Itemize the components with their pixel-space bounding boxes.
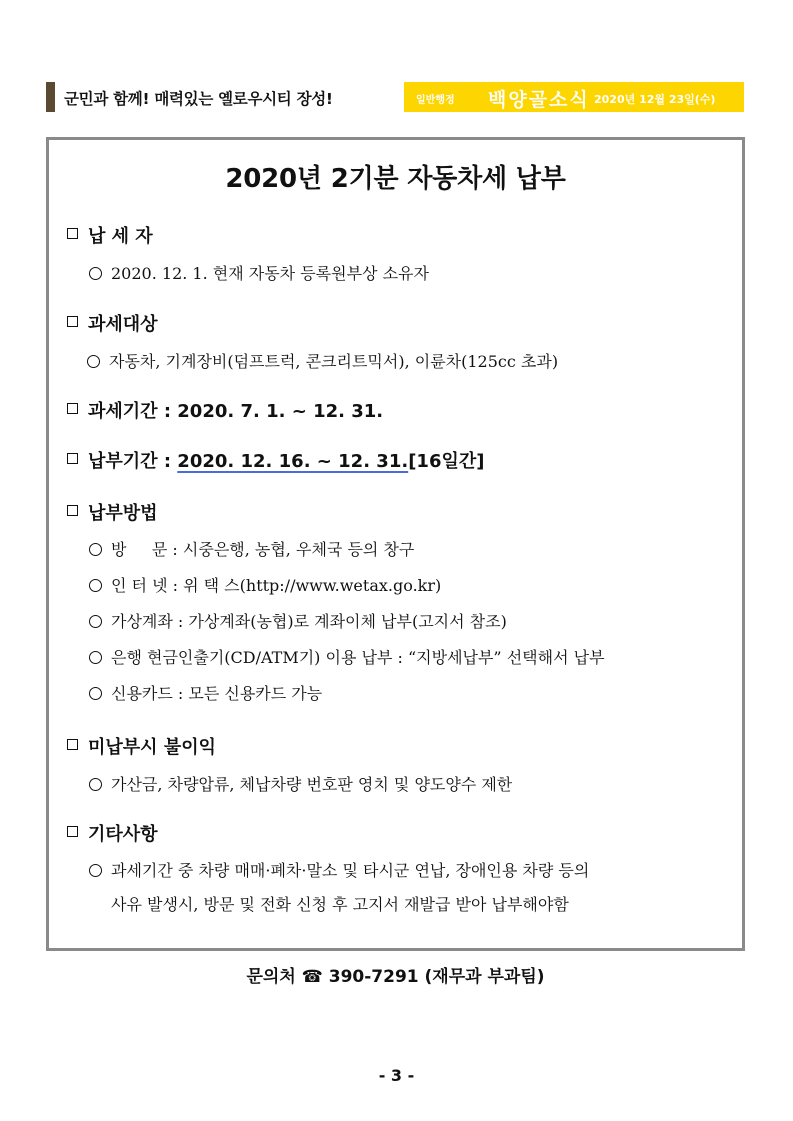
section-heading-payment-methods: 납부방법	[67, 499, 158, 525]
list-item: 과세기간 중 차량 매매·폐차·말소 및 타시군 연납, 장애인용 차량 등의	[89, 858, 589, 881]
list-item: 은행 현금인출기(CD/ATM기) 이용 납부 : “지방세납부” 선택해서 납부	[89, 645, 605, 668]
list-item-continuation: 사유 발생시, 방문 및 전화 신청 후 고지서 재발급 받아 납부해야함	[111, 895, 569, 914]
page-number: - 3 -	[378, 1066, 415, 1085]
square-bullet-icon	[67, 228, 78, 239]
list-item: 인 터 넷 : 위 택 스(http://www.wetax.go.kr)	[89, 573, 441, 596]
header-slogan: 군민과 함께! 매력있는 옐로우시티 장성!	[64, 90, 333, 108]
square-bullet-icon	[67, 739, 78, 750]
contact-info: 문의처 ☎ 390-7291 (재무과 부과팀)	[246, 967, 545, 987]
newsletter-date: 2020년 12월 23일(수)	[594, 93, 716, 106]
list-item: 가상계좌 : 가상계좌(농협)로 계좌이체 납부(고지서 참조)	[89, 609, 507, 632]
list-item: 2020. 12. 1. 현재 자동차 등록원부상 소유자	[89, 261, 429, 284]
circle-bullet-icon	[89, 267, 102, 280]
square-bullet-icon	[67, 453, 78, 464]
notice-box	[46, 137, 745, 987]
list-item: 가산금, 차량압류, 체납차량 번호판 영치 및 양도양수 제한	[89, 772, 512, 795]
circle-bullet-icon	[89, 543, 102, 556]
circle-bullet-icon	[89, 579, 102, 592]
section-heading-others: 기타사항	[67, 820, 158, 846]
circle-bullet-icon	[89, 687, 102, 700]
square-bullet-icon	[67, 316, 78, 327]
square-bullet-icon	[67, 505, 78, 516]
header-accent-mark	[46, 82, 55, 112]
section-heading-taxable-objects: 과세대상	[67, 310, 158, 336]
list-item: 자동차, 기계장비(덤프트럭, 콘크리트믹서), 이륜차(125cc 초과)	[87, 349, 558, 372]
document-title: 2020년 2기분 자동차세 납부	[225, 164, 566, 194]
circle-bullet-icon	[89, 615, 102, 628]
section-heading-penalties: 미납부시 불이익	[67, 733, 216, 759]
badge-category: 일반행정	[416, 95, 455, 106]
circle-bullet-icon	[89, 864, 102, 877]
section-heading-tax-period: 과세기간 : 2020. 7. 1. ~ 12. 31.	[67, 397, 383, 423]
square-bullet-icon	[67, 403, 78, 414]
section-heading-payment-period: 납부기간 : 2020. 12. 16. ~ 12. 31.[16일간]	[67, 447, 484, 473]
page-header	[46, 82, 744, 112]
circle-bullet-icon	[89, 778, 102, 791]
newsletter-badge	[404, 82, 744, 112]
circle-bullet-icon	[89, 651, 102, 664]
circle-bullet-icon	[87, 355, 100, 368]
list-item: 방 문 : 시중은행, 농협, 우체국 등의 창구	[89, 537, 414, 560]
square-bullet-icon	[67, 826, 78, 837]
payment-period-dates: 2020. 12. 16. ~ 12. 31.	[177, 451, 409, 472]
section-heading-taxpayer: 납 세 자	[67, 222, 153, 248]
list-item: 신용카드 : 모든 신용카드 가능	[89, 681, 322, 704]
newsletter-title: 백양골소식	[488, 89, 590, 111]
